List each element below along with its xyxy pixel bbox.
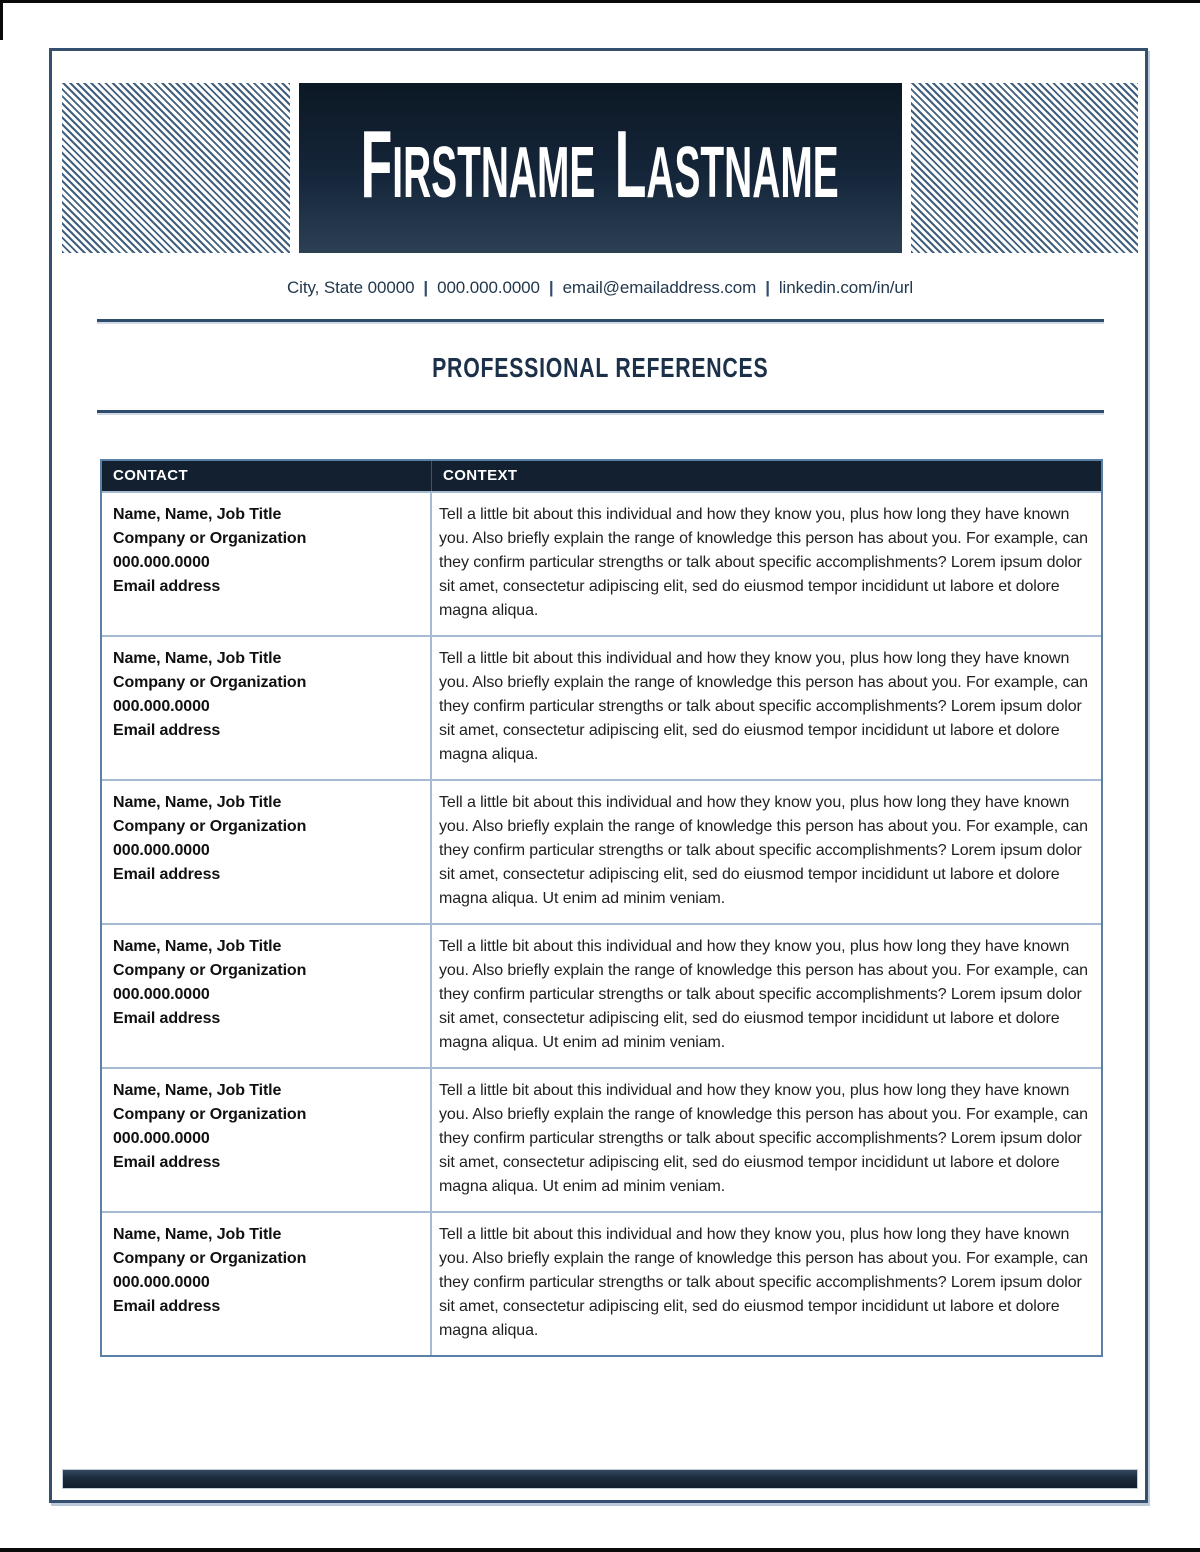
reference-name: Name, Name, Job Title <box>113 506 282 523</box>
reference-org: Company or Organization <box>113 674 307 691</box>
reference-name: Name, Name, Job Title <box>113 794 282 811</box>
contact-separator: | <box>423 278 429 297</box>
contact-separator: | <box>765 278 770 297</box>
contact-email: email@emailaddress.com <box>562 278 757 297</box>
reference-email: Email address <box>113 1010 221 1027</box>
context-cell: Tell a little bit about this individual and how they know you, plus how long they have known you. Also briefly explain the range of knowledge this person has about you. For example, can they confirm particular strengths or talk about specific accomplishments? Lorem ipsum dolor sit amet, consectetur adipiscing elit, sed do eiusmod tempor incididunt ut labore et dolore magna aliqua. <box>439 650 1088 763</box>
contact-location: City, State 00000 <box>286 278 415 297</box>
contact-phone: 000.000.0000 <box>437 278 540 297</box>
reference-phone: 000.000.0000 <box>113 554 210 571</box>
table-row <box>102 923 1101 1067</box>
context-cell: Tell a little bit about this individual and how they know you, plus how long they have known you. Also briefly explain the range of knowledge this person has about you. For example, can they confirm particular strengths or talk about specific accomplishments? Lorem ipsum dolor sit amet, consectetur adipiscing elit, sed do eiusmod tempor incididunt ut labore et dolore magna aliqua. Ut enim ad minim veniam. <box>439 794 1088 907</box>
section-title-text: PROFESSIONAL REFERENCES <box>431 352 769 383</box>
reference-org: Company or Organization <box>113 530 307 547</box>
table-row <box>102 1211 1101 1355</box>
reference-name: Name, Name, Job Title <box>113 650 282 667</box>
table-row <box>102 491 1101 635</box>
last-name-initial: L <box>615 111 647 218</box>
reference-email: Email address <box>113 722 221 739</box>
contact-separator: | <box>548 278 554 297</box>
footer-bar <box>62 1469 1138 1489</box>
reference-email: Email address <box>113 1154 221 1171</box>
first-name-initial: F <box>360 111 393 218</box>
table-row <box>102 635 1101 779</box>
context-cell: Tell a little bit about this individual and how they know you, plus how long they have known you. Also briefly explain the range of knowledge this person has about you. For example, can they confirm particular strengths or talk about specific accomplishments? Lorem ipsum dolor sit amet, consectetur adipiscing elit, sed do eiusmod tempor incididunt ut labore et dolore magna aliqua. <box>439 506 1088 619</box>
divider-rule-top <box>97 319 1104 322</box>
screen-bottom-edge <box>0 1548 1200 1552</box>
table-row <box>102 1067 1101 1211</box>
reference-email: Email address <box>113 578 221 595</box>
table-row <box>102 779 1101 923</box>
last-name-rest: ASTNAME <box>646 133 840 213</box>
reference-email: Email address <box>113 866 221 883</box>
reference-phone: 000.000.0000 <box>113 986 210 1003</box>
page-title <box>360 111 840 219</box>
contact-cell <box>102 637 432 779</box>
references-table <box>100 459 1103 1357</box>
screen-top-edge <box>0 0 1200 3</box>
reference-email: Email address <box>113 1298 221 1315</box>
contact-cell <box>102 1069 432 1211</box>
contact-cell <box>102 781 432 923</box>
column-header-context: CONTEXT <box>443 467 518 484</box>
context-cell: Tell a little bit about this individual and how they know you, plus how long they have known you. Also briefly explain the range of knowledge this person has about you. For example, can they confirm particular strengths or talk about specific accomplishments? Lorem ipsum dolor sit amet, consectetur adipiscing elit, sed do eiusmod tempor incididunt ut labore et dolore magna aliqua. <box>439 1226 1088 1339</box>
screen-corner-edge <box>0 0 3 40</box>
reference-phone: 000.000.0000 <box>113 698 210 715</box>
reference-phone: 000.000.0000 <box>113 1274 210 1291</box>
table-header-row <box>102 461 1101 491</box>
reference-name: Name, Name, Job Title <box>113 938 282 955</box>
reference-org: Company or Organization <box>113 962 307 979</box>
stripe-decoration-right <box>911 83 1139 253</box>
reference-phone: 000.000.0000 <box>113 842 210 859</box>
stripe-decoration-left <box>62 83 290 253</box>
reference-phone: 000.000.0000 <box>113 1130 210 1147</box>
contact-linkedin: linkedin.com/in/url <box>778 278 914 297</box>
context-cell: Tell a little bit about this individual and how they know you, plus how long they have known you. Also briefly explain the range of knowledge this person has about you. For example, can they confirm particular strengths or talk about specific accomplishments? Lorem ipsum dolor sit amet, consectetur adipiscing elit, sed do eiusmod tempor incididunt ut labore et dolore magna aliqua. Ut enim ad minim veniam. <box>439 938 1088 1051</box>
reference-org: Company or Organization <box>113 818 307 835</box>
column-header-contact: CONTACT <box>102 461 432 491</box>
contact-info-line <box>0 278 1200 298</box>
name-banner <box>299 83 902 253</box>
reference-name: Name, Name, Job Title <box>113 1226 282 1243</box>
reference-name: Name, Name, Job Title <box>113 1082 282 1099</box>
reference-org: Company or Organization <box>113 1106 307 1123</box>
contact-cell <box>102 1213 432 1355</box>
contact-cell <box>102 925 432 1067</box>
section-title <box>0 352 1200 384</box>
header-band <box>62 83 1138 253</box>
divider-rule-bottom <box>97 410 1104 413</box>
context-cell: Tell a little bit about this individual and how they know you, plus how long they have known you. Also briefly explain the range of knowledge this person has about you. For example, can they confirm particular strengths or talk about specific accomplishments? Lorem ipsum dolor sit amet, consectetur adipiscing elit, sed do eiusmod tempor incididunt ut labore et dolore magna aliqua. Ut enim ad minim veniam. <box>439 1082 1088 1195</box>
reference-org: Company or Organization <box>113 1250 307 1267</box>
contact-cell <box>102 493 432 635</box>
first-name-rest: IRSTNAME <box>392 133 596 213</box>
